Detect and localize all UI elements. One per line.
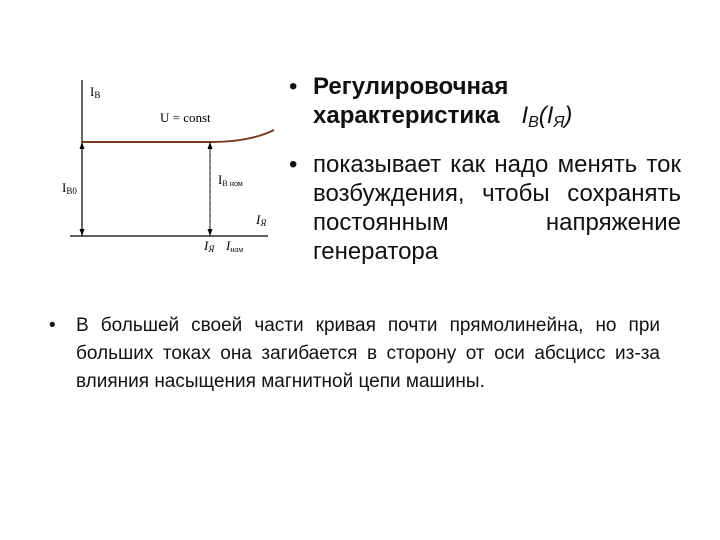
bullet-explanation-text: В большей своей части кривая почти прямолинейна, но при больших токах она загибается в сторону от оси абсцисс из-за влияния насыщения магнитной цепи машины.	[76, 315, 660, 392]
ia-label: IЯ	[204, 238, 215, 254]
ibnom-label: IВ ном	[218, 172, 243, 188]
ibnom-arrow-bottom	[208, 229, 213, 236]
ib0-arrow-top	[80, 142, 85, 149]
bullet-marker: •	[289, 73, 298, 100]
bullet-description	[289, 150, 681, 266]
ib0-arrow-bottom	[80, 229, 85, 236]
ib0-label: IВ0	[62, 180, 77, 196]
bullet-title	[289, 72, 693, 137]
bullet-title-line1: Регулировочная	[313, 73, 509, 100]
bullet-explanation	[49, 312, 660, 396]
bullet-title-word: характеристика	[313, 102, 500, 129]
regulation-characteristic-diagram	[60, 74, 290, 270]
bullet-marker: •	[49, 315, 56, 336]
formula: $I_В(I_Я)$	[521, 102, 573, 131]
bullet-description-text: показывает как надо менять ток возбуждения, чтобы сохранять постоянным напряжение генератора	[313, 151, 681, 265]
bullet-title-line2	[313, 101, 693, 137]
y-axis-label: IВ	[90, 84, 101, 100]
ibnom-arrow-top	[208, 142, 213, 149]
x-axis-label: IЯ	[256, 212, 267, 228]
bullet-marker: •	[289, 151, 298, 178]
curve-label: U = const	[160, 110, 211, 125]
characteristic-curve	[82, 130, 274, 142]
inom-label: Iном	[226, 238, 244, 254]
diagram-svg	[60, 74, 290, 270]
